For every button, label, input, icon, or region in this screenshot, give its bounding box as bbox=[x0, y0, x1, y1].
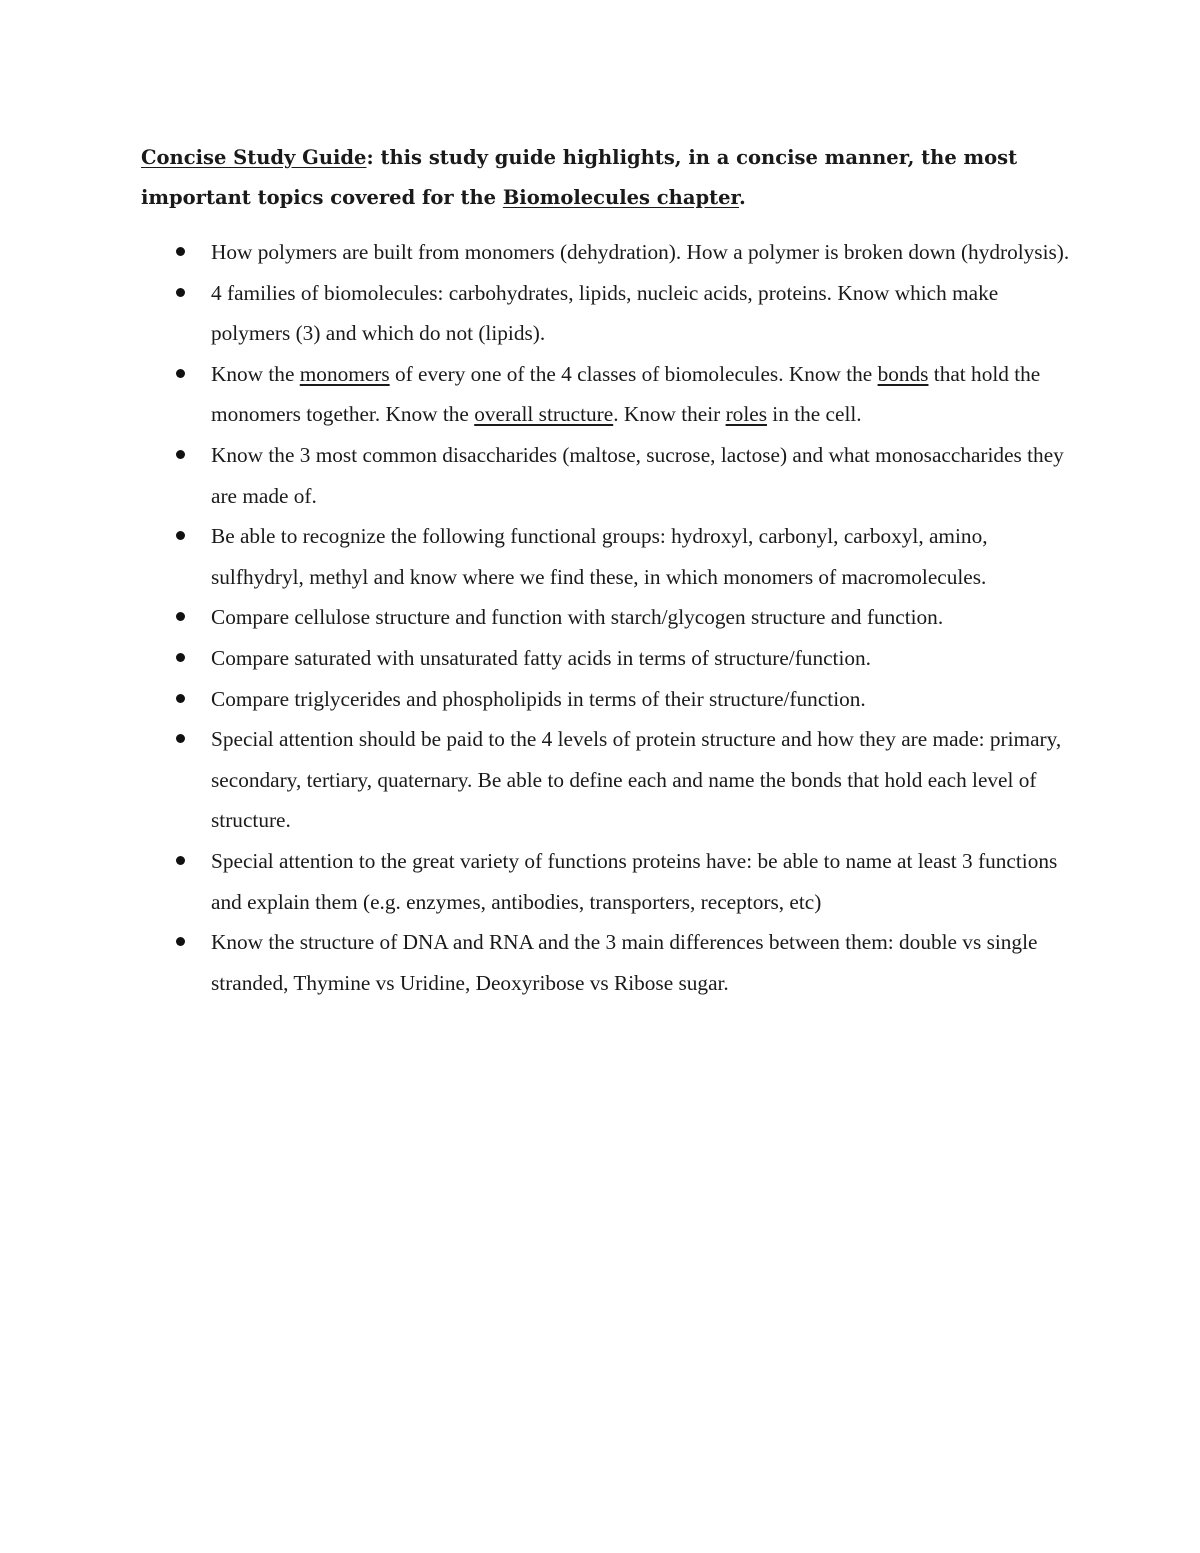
bullet-icon bbox=[176, 247, 185, 256]
bullet-icon bbox=[176, 450, 185, 459]
list-item bbox=[141, 516, 1071, 597]
heading-title: Concise Study Guide bbox=[141, 146, 367, 169]
text-segment: that hold the monomers together. Know the bbox=[211, 361, 1041, 427]
list-item bbox=[141, 841, 1071, 922]
list-item-text: Be able to recognize the following functional groups: hydroxyl, carbonyl, carboxyl, amino, sulfhydryl, methyl and know where we find these, in which monomers of macromolecules. bbox=[211, 524, 988, 589]
study-guide-heading bbox=[141, 138, 1081, 218]
list-item bbox=[141, 597, 1071, 638]
list-item-text: Compare cellulose structure and function with starch/glycogen structure and function. bbox=[211, 605, 944, 630]
list-item-text: Know the structure of DNA and RNA and the 3 main differences between them: double vs single stranded, Thymine vs Uridine, Deoxyribose vs Ribose sugar. bbox=[211, 930, 1038, 995]
bullet-icon bbox=[176, 369, 185, 378]
list-item bbox=[141, 638, 1071, 679]
bullet-icon bbox=[176, 856, 185, 865]
list-item bbox=[141, 435, 1071, 516]
list-item-text: Compare triglycerides and phospholipids in terms of their structure/function. bbox=[211, 686, 866, 711]
list-item-text: Special attention to the great variety of functions proteins have: be able to name at least 3 functions and explain them (e.g. enzymes, antibodies, transporters, receptors, etc) bbox=[211, 848, 1058, 914]
text-segment: in the cell. bbox=[766, 402, 862, 427]
heading-chapter-name: Biomolecules chapter bbox=[502, 186, 740, 209]
list-item-text: Compare saturated with unsaturated fatty acids in terms of structure/function. bbox=[211, 645, 872, 670]
list-item-text: Special attention should be paid to the 4 levels of protein structure and how they are made: primary, secondary, tertiary, quaternary. Be able to define each and name the bonds that hold each level of structure. bbox=[211, 727, 1062, 833]
bullet-icon bbox=[176, 937, 185, 946]
underlined-term-monomers: monomers bbox=[299, 361, 390, 386]
list-item bbox=[141, 679, 1071, 720]
text-segment: Know the bbox=[211, 361, 300, 386]
bullet-icon bbox=[176, 653, 185, 662]
list-item bbox=[141, 232, 1071, 273]
list-item-text bbox=[211, 362, 1040, 427]
bullet-icon bbox=[176, 734, 185, 743]
underlined-term-bonds: bonds bbox=[877, 361, 929, 386]
list-item bbox=[141, 273, 1071, 354]
topic-list bbox=[141, 232, 1071, 1003]
list-item bbox=[141, 354, 1071, 435]
bullet-icon bbox=[176, 612, 185, 621]
underlined-term-roles: roles bbox=[725, 402, 767, 427]
text-segment: . Know their bbox=[613, 402, 726, 427]
heading-period: . bbox=[739, 186, 746, 209]
bullet-icon bbox=[176, 694, 185, 703]
heading-description: : this study guide highlights, in a concise manner, the most important topics covered for the bbox=[141, 146, 1018, 209]
list-item-text: 4 families of biomolecules: carbohydrates, lipids, nucleic acids, proteins. Know which make polymers (3) and which do not (lipids). bbox=[211, 280, 999, 346]
bullet-icon bbox=[176, 288, 185, 297]
underlined-term-overall-structure: overall structure bbox=[474, 402, 614, 427]
text-segment: of every one of the 4 classes of biomolecules. Know the bbox=[389, 361, 878, 386]
bullet-icon bbox=[176, 531, 185, 540]
list-item bbox=[141, 719, 1071, 841]
list-item bbox=[141, 922, 1071, 1003]
list-item-text: How polymers are built from monomers (dehydration). How a polymer is broken down (hydrolysis). bbox=[211, 240, 1070, 264]
list-item-text: Know the 3 most common disaccharides (maltose, sucrose, lactose) and what monosaccharides they are made of. bbox=[211, 442, 1064, 508]
